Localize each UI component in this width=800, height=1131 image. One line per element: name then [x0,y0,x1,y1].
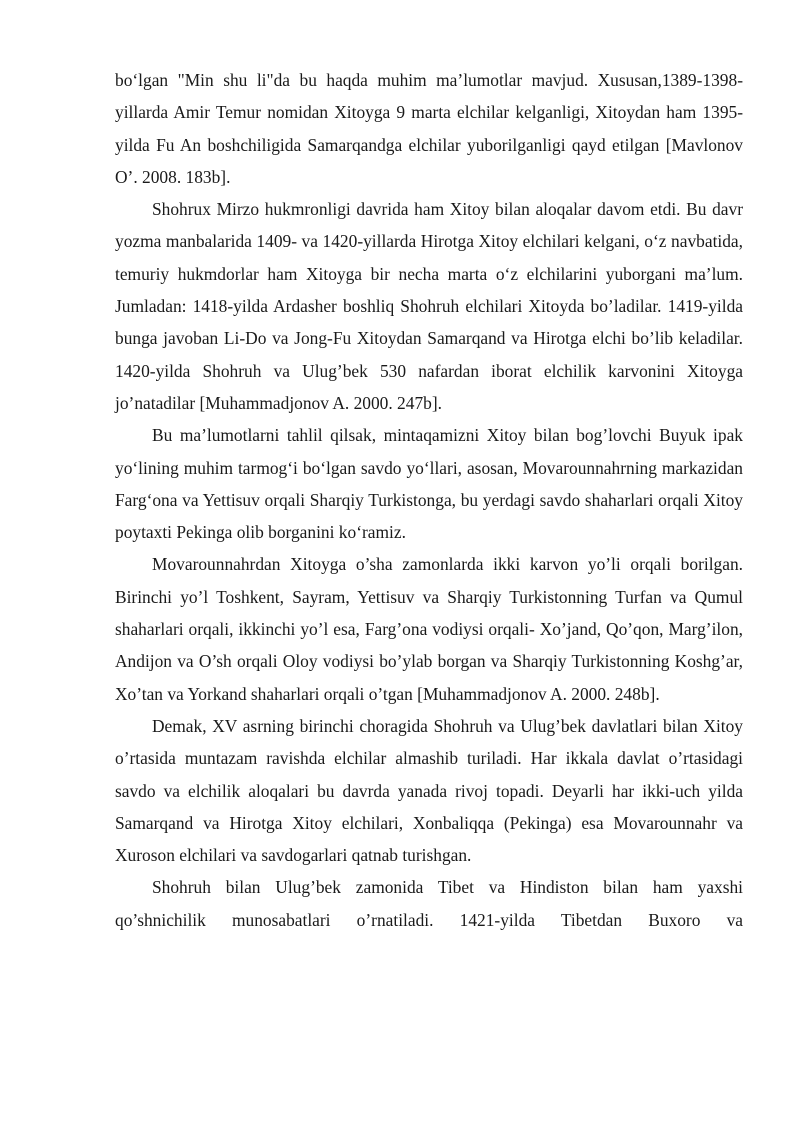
paragraph-5: Demak, XV asrning birinchi choragida Shohruh va Ulug’bek davlatlari bilan Xitoy o’rtasida muntazam ravishda elchilar almashib turiladi. Har ikkala davlat o’rtasidagi savdo va elchilik aloqalari bu davrda yanada rivoj topadi. Deyarli har ikki-uch yilda Samarqand va Hirotga Xitoy elchilari, Xonbaliqqa (Pekinga) esa Movarounnahr va Xuroson elchilari va savdogarlari qatnab turishgan. [115,715,743,866]
paragraph-1: bo‘lgan "Min shu li"da bu haqda muhim ma’lumotlar mavjud. Xususan,1389-1398-yillarda Amir Temur nomidan Xitoyga 9 marta elchilar kelganligi, Xitoydan ham 1395-yilda Fu An boshchiligida Samarqandga elchilar yuborilganligi qayd etilgan [Mavlonov O’. 2008. 183b]. [115,70,743,187]
paragraph-3: Bu ma’lumotlarni tahlil qilsak, mintaqamizni Xitoy bilan bog’lovchi Buyuk ipak yo‘lining muhim tarmog‘i bo‘lgan savdo yo‘llari, asosan, Movarounnahrning markazidan Farg‘ona va Yettisuv orqali Sharqiy Turkistonga, bu yerdagi savdo shaharlari orqali Xitoy poytaxti Pekinga olib borganini ko‘ramiz. [115,425,743,543]
paragraph-4: Movarounnahrdan Xitoyga o’sha zamonlarda ikki karvon yo’li orqali borilgan. Birinchi yo’l Toshkent, Sayram, Yettisuv va Sharqiy Turkistonning Turfan va Qumul shaharlari orqali, ikkinchi yo’l esa, Farg’ona vodiysi orqali- Xo’jand, Qo’qon, Marg’ilon, Andijon va O’sh orqali Oloy vodiysi bo’ylab borgan va Sharqiy Turkistonning Koshg’ar, Xo’tan va Yorkand shaharlari orqali o’tgan [Muhammadjonov A. 2000. 248b]. [115,554,743,704]
paragraph-2: Shohrux Mirzo hukmronligi davrida ham Xitoy bilan aloqalar davom etdi. Bu davr yozma manbalarida 1409- va 1420-yillarda Hirotga Xitoy elchilari kelgani, o‘z navbatida, temuriy hukmdorlar ham Xitoyga bir necha marta o‘z elchilarini yuborgani ma’lum. Jumladan: 1418-yilda Ardasher boshliq Shohruh elchilari Xitoyda bo’ladilar. 1419-yilda bunga javoban Li-Do va Jong-Fu Xitoydan Samarqand va Hirotga elchi bo’lib keladilar. 1420-yilda Shohruh va Ulug’bek 530 nafardan iborat elchilik karvonini Xitoyga jo’natadilar [Muhammadjonov A. 2000. 247b]. [115,199,743,413]
document-page [115,64,743,936]
paragraph-6: Shohruh bilan Ulug’bek zamonida Tibet va Hindiston bilan ham yaxshi qo’shnichilik munosabatlari o’rnatiladi. 1421-yilda Tibetdan Buxoro va [115,877,743,930]
